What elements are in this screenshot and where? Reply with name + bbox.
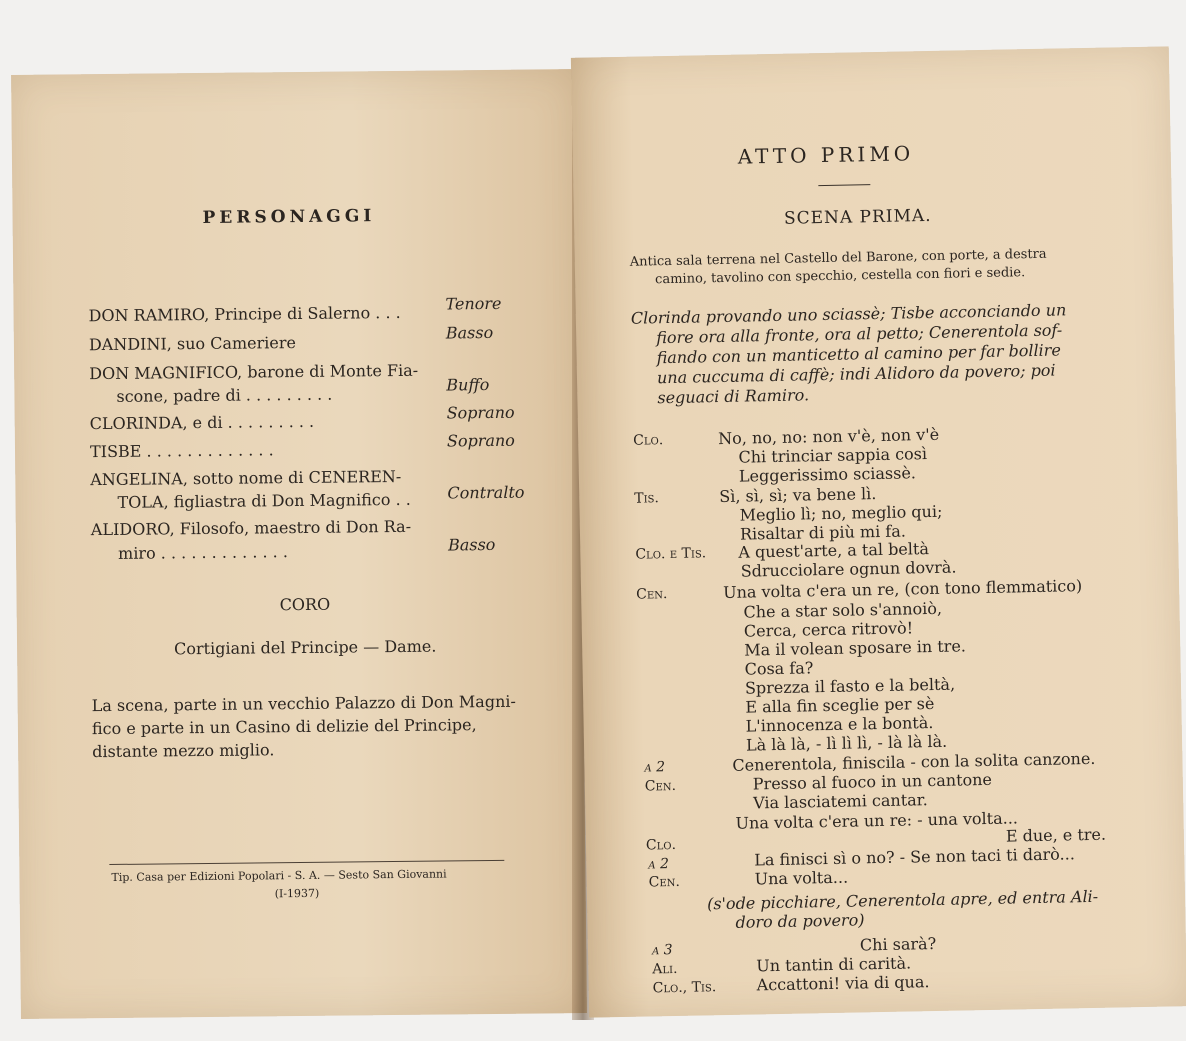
dialogue-line: Leggerissimo sciassè. <box>738 463 917 486</box>
dialogue-line: Chi trinciar sappia così <box>738 444 928 467</box>
role-voice: Soprano <box>446 430 515 451</box>
scene-title: SCENA PRIMA. <box>783 205 932 229</box>
dialogue-line: Un tantin di carità. <box>756 953 912 976</box>
role-line: CLORINDA, e di . . . . . . . . . <box>89 411 315 434</box>
stage-line: Clorinda provando uno sciassè; Tisbe acconciando un <box>630 300 1067 328</box>
stage-direction-line: doro da povero) <box>735 910 865 932</box>
speaker-label: Cen. <box>648 873 681 891</box>
speaker-label: Clo., Tis. <box>652 979 717 997</box>
speaker-label: Clo. <box>645 836 677 854</box>
speaker-label: a 2 <box>648 856 670 873</box>
role-line: ALIDORO, Filosofo, maestro di Don Ra- <box>90 516 412 540</box>
personaggi-title: PERSONAGGI <box>202 206 376 228</box>
dialogue-line: La finisci sì o no? - Se non taci ti darò... <box>754 844 1075 870</box>
dialogue-line: Là là là, - lì lì lì, - là là là. <box>745 731 948 755</box>
stage-direction-line: (s'ode picchiare, Cenerentola apre, ed entra Ali- <box>706 886 1099 914</box>
footer-divider <box>109 860 504 865</box>
role-voice: Basso <box>445 322 494 343</box>
stage-line: seguaci di Ramiro. <box>657 385 810 408</box>
dialogue-line: Una volta... <box>754 867 849 889</box>
setting-line: distante mezzo miglio. <box>92 740 275 762</box>
dialogue-line: Cerca, cerca ritrovò! <box>743 618 914 641</box>
role-line: TOLA, figliastra di Don Magnifico . . <box>117 489 411 512</box>
left-page <box>11 69 587 1019</box>
role-voice: Basso <box>447 534 496 555</box>
dialogue-line: E due, e tre. <box>1005 824 1107 846</box>
act-title-rule <box>818 184 870 186</box>
dialogue-line: Sprezza il fasto e la beltà, <box>744 674 956 698</box>
stage-line: fiore ora alla fronte, ora al petto; Cenerentola sof- <box>656 320 1063 348</box>
act-title: ATTO PRIMO <box>737 141 915 169</box>
dialogue-line: No, no, no: non v'è, non v'è <box>717 424 940 449</box>
role-line: DON MAGNIFICO, barone di Monte Fia- <box>89 360 419 384</box>
dialogue-line: Che a star solo s'annoiò, <box>743 598 943 622</box>
scene-description-line: Antica sala terrena nel Castello del Barone, con porte, a destra <box>629 246 1047 270</box>
stage-line: una cuccuma di caffè; indi Alidoro da povero; poi <box>656 360 1056 388</box>
printer-footer: Tip. Casa per Edizioni Popolari - S. A. — Sesto San Giovanni <box>111 867 447 884</box>
dialogue-line: Presso al fuoco in un cantone <box>752 769 993 794</box>
role-voice: Soprano <box>446 402 515 423</box>
role-line: scone, padre di . . . . . . . . . <box>116 384 333 406</box>
coro-text: Cortigiani del Principe — Dame. <box>173 636 437 659</box>
setting-line: La scena, parte in un vecchio Palazzo di Don Magni- <box>91 691 516 716</box>
role-voice: Buffo <box>446 374 490 395</box>
role-line: TISBE . . . . . . . . . . . . . <box>89 440 274 462</box>
speaker-label: Ali. <box>652 960 678 978</box>
dialogue-line: E alla fin sceglie per sè <box>745 693 935 717</box>
dialogue-line: Ma il volean sposare in tre. <box>744 636 967 660</box>
role-line: DANDINI, suo Cameriere <box>88 333 297 355</box>
dialogue-line: Meglio lì; no, meglio qui; <box>739 501 943 525</box>
role-line: ANGELINA, sotto nome di CENEREN- <box>90 466 402 490</box>
role-line: miro . . . . . . . . . . . . . <box>117 542 288 563</box>
dialogue-line: Via lasciatemi cantar. <box>752 790 928 813</box>
printer-footer-year: (I-1937) <box>274 886 320 901</box>
setting-line: fico e parte in un Casino di delizie del Principe, <box>91 715 477 739</box>
dialogue-line: Accattoni! via di qua. <box>756 972 930 995</box>
dialogue-line: Una volta c'era un re, (con tono flemmatico) <box>722 576 1083 603</box>
speaker-label: a 3 <box>651 942 673 959</box>
speaker-label: Clo. <box>633 432 664 449</box>
dialogue-line: Cenerentola, finiscila - con la solita canzone. <box>732 748 1096 775</box>
dialogue-line: Risaltar di più mi fa. <box>739 521 907 544</box>
role-voice: Tenore <box>445 293 502 314</box>
dialogue-line: Una volta c'era un re: - una volta... <box>735 808 1019 833</box>
scene-description-line: camino, tavolino con specchio, cestella con fiori e sedie. <box>654 265 1026 288</box>
dialogue-line: Cosa fa? <box>744 658 814 679</box>
speaker-label: Cen. <box>644 777 677 795</box>
coro-heading: CORO <box>279 594 331 615</box>
dialogue-line: Sdrucciolare ognun dovrà. <box>740 557 957 581</box>
speaker-label: Tis. <box>634 490 660 507</box>
dialogue-line: L'innocenza e la bontà. <box>745 712 934 736</box>
speaker-label: Clo. e Tis. <box>635 545 707 563</box>
role-line: DON RAMIRO, Principe di Salerno . . . <box>88 302 401 326</box>
right-page <box>571 46 1186 1017</box>
dialogue-line: Chi sarà? <box>859 933 937 955</box>
role-voice: Contralto <box>447 482 525 503</box>
dialogue-line: A quest'arte, a tal beltà <box>738 539 930 562</box>
speaker-label: Cen. <box>636 586 668 603</box>
speaker-label: a 2 <box>644 759 666 776</box>
stage-line: fiando con un manticetto al camino per far bollire <box>656 340 1061 368</box>
dialogue-line: Sì, sì, sì; va bene lì. <box>719 484 877 507</box>
